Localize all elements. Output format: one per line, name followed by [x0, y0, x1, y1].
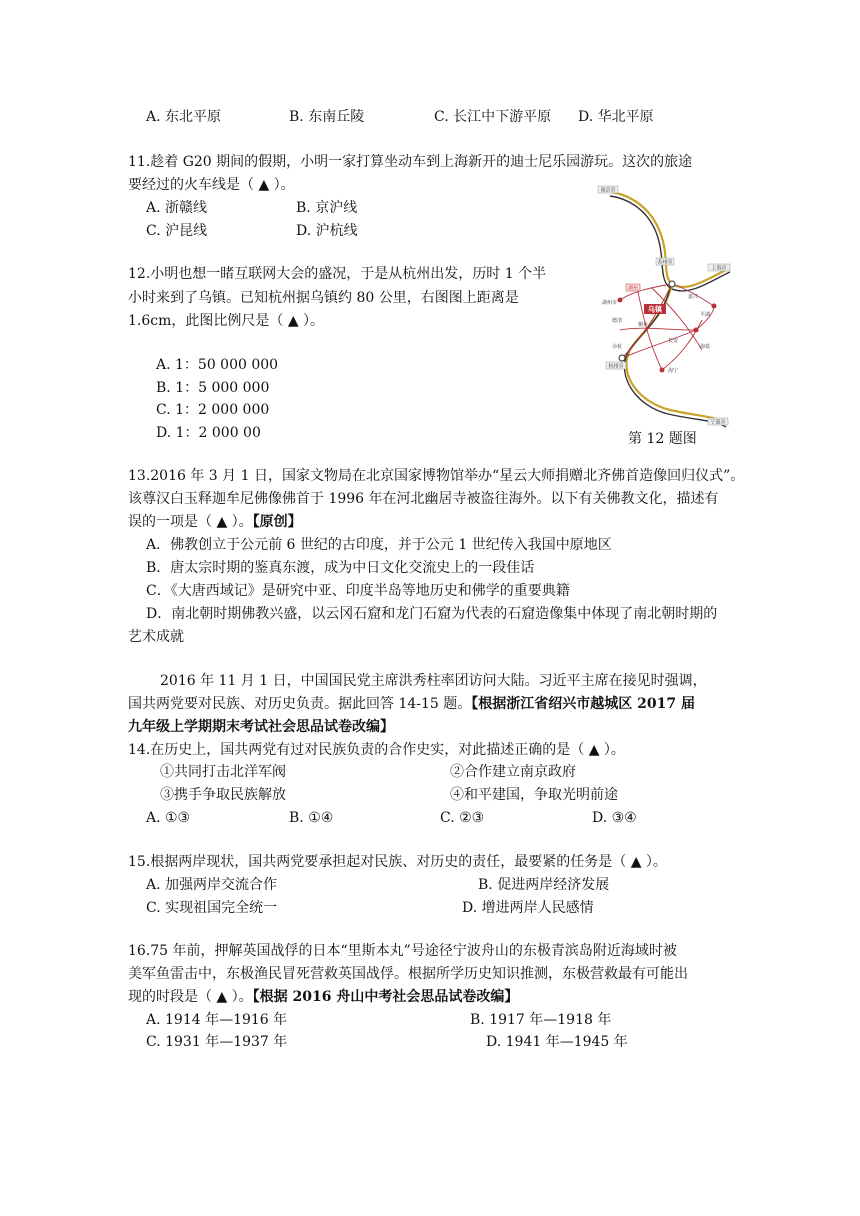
q14-option-b: B. ①④ — [289, 810, 334, 826]
q13-stem-line-2: 该尊汉白玉释迦牟尼佛像佛首于 1996 年在河北幽居寺被盗往海外。以下有关佛教文化，描述有 — [128, 491, 719, 507]
q14-item-4: ④和平建国，争取光明前途 — [450, 787, 618, 803]
material-line-2 — [128, 694, 695, 714]
q13-option-c: C．《大唐西域记》是研究中亚、印度半岛等地历史和佛学的重要典籍 — [146, 583, 570, 599]
q10-option-b: B. 东南丘陵 — [289, 109, 365, 125]
q13-option-d-cont: 艺术成就 — [128, 629, 184, 645]
q14-option-c: C. ②③ — [440, 810, 485, 826]
q13-option-a: A．佛教创立于公元前 6 世纪的古印度，并于公元 1 世纪传入我国中原地区 — [146, 537, 612, 553]
map-label-haiyan: 海盐 — [700, 344, 711, 350]
q12-stem-line-1: 12.小明也想一睹互联网大会的盛况，于是从杭州出发，历时 1 个半 — [128, 266, 547, 282]
material-text: 国共两党要对民族、对历史负责。据此回答 14-15 题。 — [128, 696, 472, 712]
map-label-wuzhen: 乌镇 — [648, 304, 662, 314]
q14-option-d: D. ③④ — [592, 810, 637, 826]
q14-item-1: ①共同打击北洋军阀 — [160, 764, 286, 780]
q12-figure-caption: 第 12 题图 — [628, 431, 697, 447]
q16-option-c: C. 1931 年—1937 年 — [146, 1034, 288, 1050]
map-label-hangzhou: 杭州市 — [608, 363, 624, 370]
q15-stem: 15.根据两岸现状，国共两党要承担起对民族、对历史的责任，最要紧的任务是（ ▲ ）。 — [128, 854, 667, 870]
q10-option-c: C. 长江中下游平原 — [434, 109, 552, 125]
q11-option-b: B. 京沪线 — [296, 200, 358, 216]
q11-option-c: C. 沪昆线 — [146, 223, 208, 239]
q16-stem-line-3 — [128, 987, 518, 1007]
q12-rail-map — [592, 180, 734, 428]
map-label-haining: 海宁 — [668, 368, 679, 374]
q12-option-d: D. 1：2 000 00 — [156, 425, 261, 441]
map-label-yuhang: 余杭 — [612, 344, 623, 350]
q15-option-c: C. 实现祖国完全统一 — [146, 900, 278, 916]
q12-option-a: A. 1：50 000 000 — [156, 357, 279, 373]
q12-option-c: C. 1：2 000 000 — [156, 402, 270, 418]
map-label-changan: 长安 — [668, 338, 679, 344]
q11-option-a: A. 浙赣线 — [146, 200, 208, 216]
q14-option-a: A. ①③ — [146, 810, 191, 826]
map-label-huzhou: 湖州 — [627, 285, 639, 292]
q16-stem-line-2: 美军鱼雷击中，东极渔民冒死营救英国战俘。根据所学历史知识推测，东极营救最有可能出 — [128, 966, 688, 982]
q11-stem-line-2: 要经过的火车线是（ ▲ ）。 — [128, 177, 295, 193]
q12-stem-line-2: 小时来到了乌镇。已知杭州据乌镇约 80 公里，右图图上距离是 — [128, 290, 519, 306]
map-label-huzhou-city: 湖州市 — [602, 300, 618, 306]
map-label-tongxiang: 桐乡 — [638, 322, 649, 328]
q16-option-b: B. 1917 年—1918 年 — [470, 1012, 612, 1028]
q16-option-d: D. 1941 年—1945 年 — [486, 1034, 628, 1050]
q16-source-tag: 【根据 2016 舟山中考社会思品试卷改编】 — [252, 989, 519, 1005]
map-label-ningbo: 宁波市 — [710, 419, 726, 426]
q15-option-a: A. 加强两岸交流合作 — [146, 877, 278, 893]
q10-option-a: A. 东北平原 — [146, 109, 222, 125]
map-label-deqing: 德清 — [612, 318, 623, 324]
q11-option-d: D. 沪杭线 — [296, 223, 358, 239]
q15-option-d: D. 增进两岸人民感情 — [462, 900, 594, 916]
map-label-suzhou: 苏州市 — [657, 259, 673, 266]
material-line-1: 2016 年 11 月 1 日，中国国民党主席洪秀柱率团访问大陆。习近平主席在接见时强调， — [160, 673, 707, 689]
q15-option-b: B. 促进两岸经济发展 — [478, 877, 610, 893]
q13-stem-line-1: 13.2016 年 3 月 1 日，国家文物局在北京国家博物馆举办“星云大师捐赠北齐佛首造像回归仪式”。 — [128, 468, 745, 484]
q13-option-d: D．南北朝时期佛教兴盛，以云冈石窟和龙门石窟为代表的石窟造像集中体现了南北朝时期的 — [146, 606, 718, 622]
q13-stem-text: 误的一项是（ ▲ ）。 — [128, 514, 253, 530]
map-label-jiaxing: 嘉兴 — [688, 294, 699, 300]
q11-stem-line-1: 11.趁着 G20 期间的假期，小明一家打算坐动车到上海新开的迪士尼乐园游玩。这次的旅途 — [128, 154, 693, 170]
q14-stem: 14.在历史上，国共两党有过对民族负责的合作史实，对此描述正确的是（ ▲ ）。 — [128, 742, 625, 758]
q16-stem-text: 现的时段是（ ▲ ）。 — [128, 989, 253, 1005]
q16-stem-line-1: 16.75 年前，押解英国战俘的日本“里斯本丸”号途径宁波舟山的东极青滨岛附近海域时被 — [128, 943, 677, 959]
q13-option-b: B．唐太宗时期的鉴真东渡，成为中日文化交流史上的一段佳话 — [146, 560, 535, 576]
q14-item-3: ③携手争取民族解放 — [160, 787, 286, 803]
map-label-shanghai: 上海市 — [711, 265, 727, 272]
q16-option-a: A. 1914 年—1916 年 — [146, 1012, 288, 1028]
map-label-pinghu: 平湖 — [700, 312, 711, 318]
q13-stem-line-3 — [128, 512, 302, 532]
material-source-tag-2: 九年级上学期期末考试社会思品试卷改编】 — [128, 719, 394, 735]
q12-option-b: B. 1：5 000 000 — [156, 380, 270, 396]
map-label-nanjing: 南京市 — [600, 187, 616, 194]
q13-source-tag: 【原创】 — [252, 514, 302, 530]
q14-item-2: ②合作建立南京政府 — [450, 764, 576, 780]
q12-stem-line-3: 1.6cm，此图比例尺是（ ▲ ）。 — [128, 313, 325, 329]
q10-option-d: D. 华北平原 — [578, 109, 654, 125]
material-source-tag-1: 【根据浙江省绍兴市越城区 2017 届 — [471, 696, 695, 712]
